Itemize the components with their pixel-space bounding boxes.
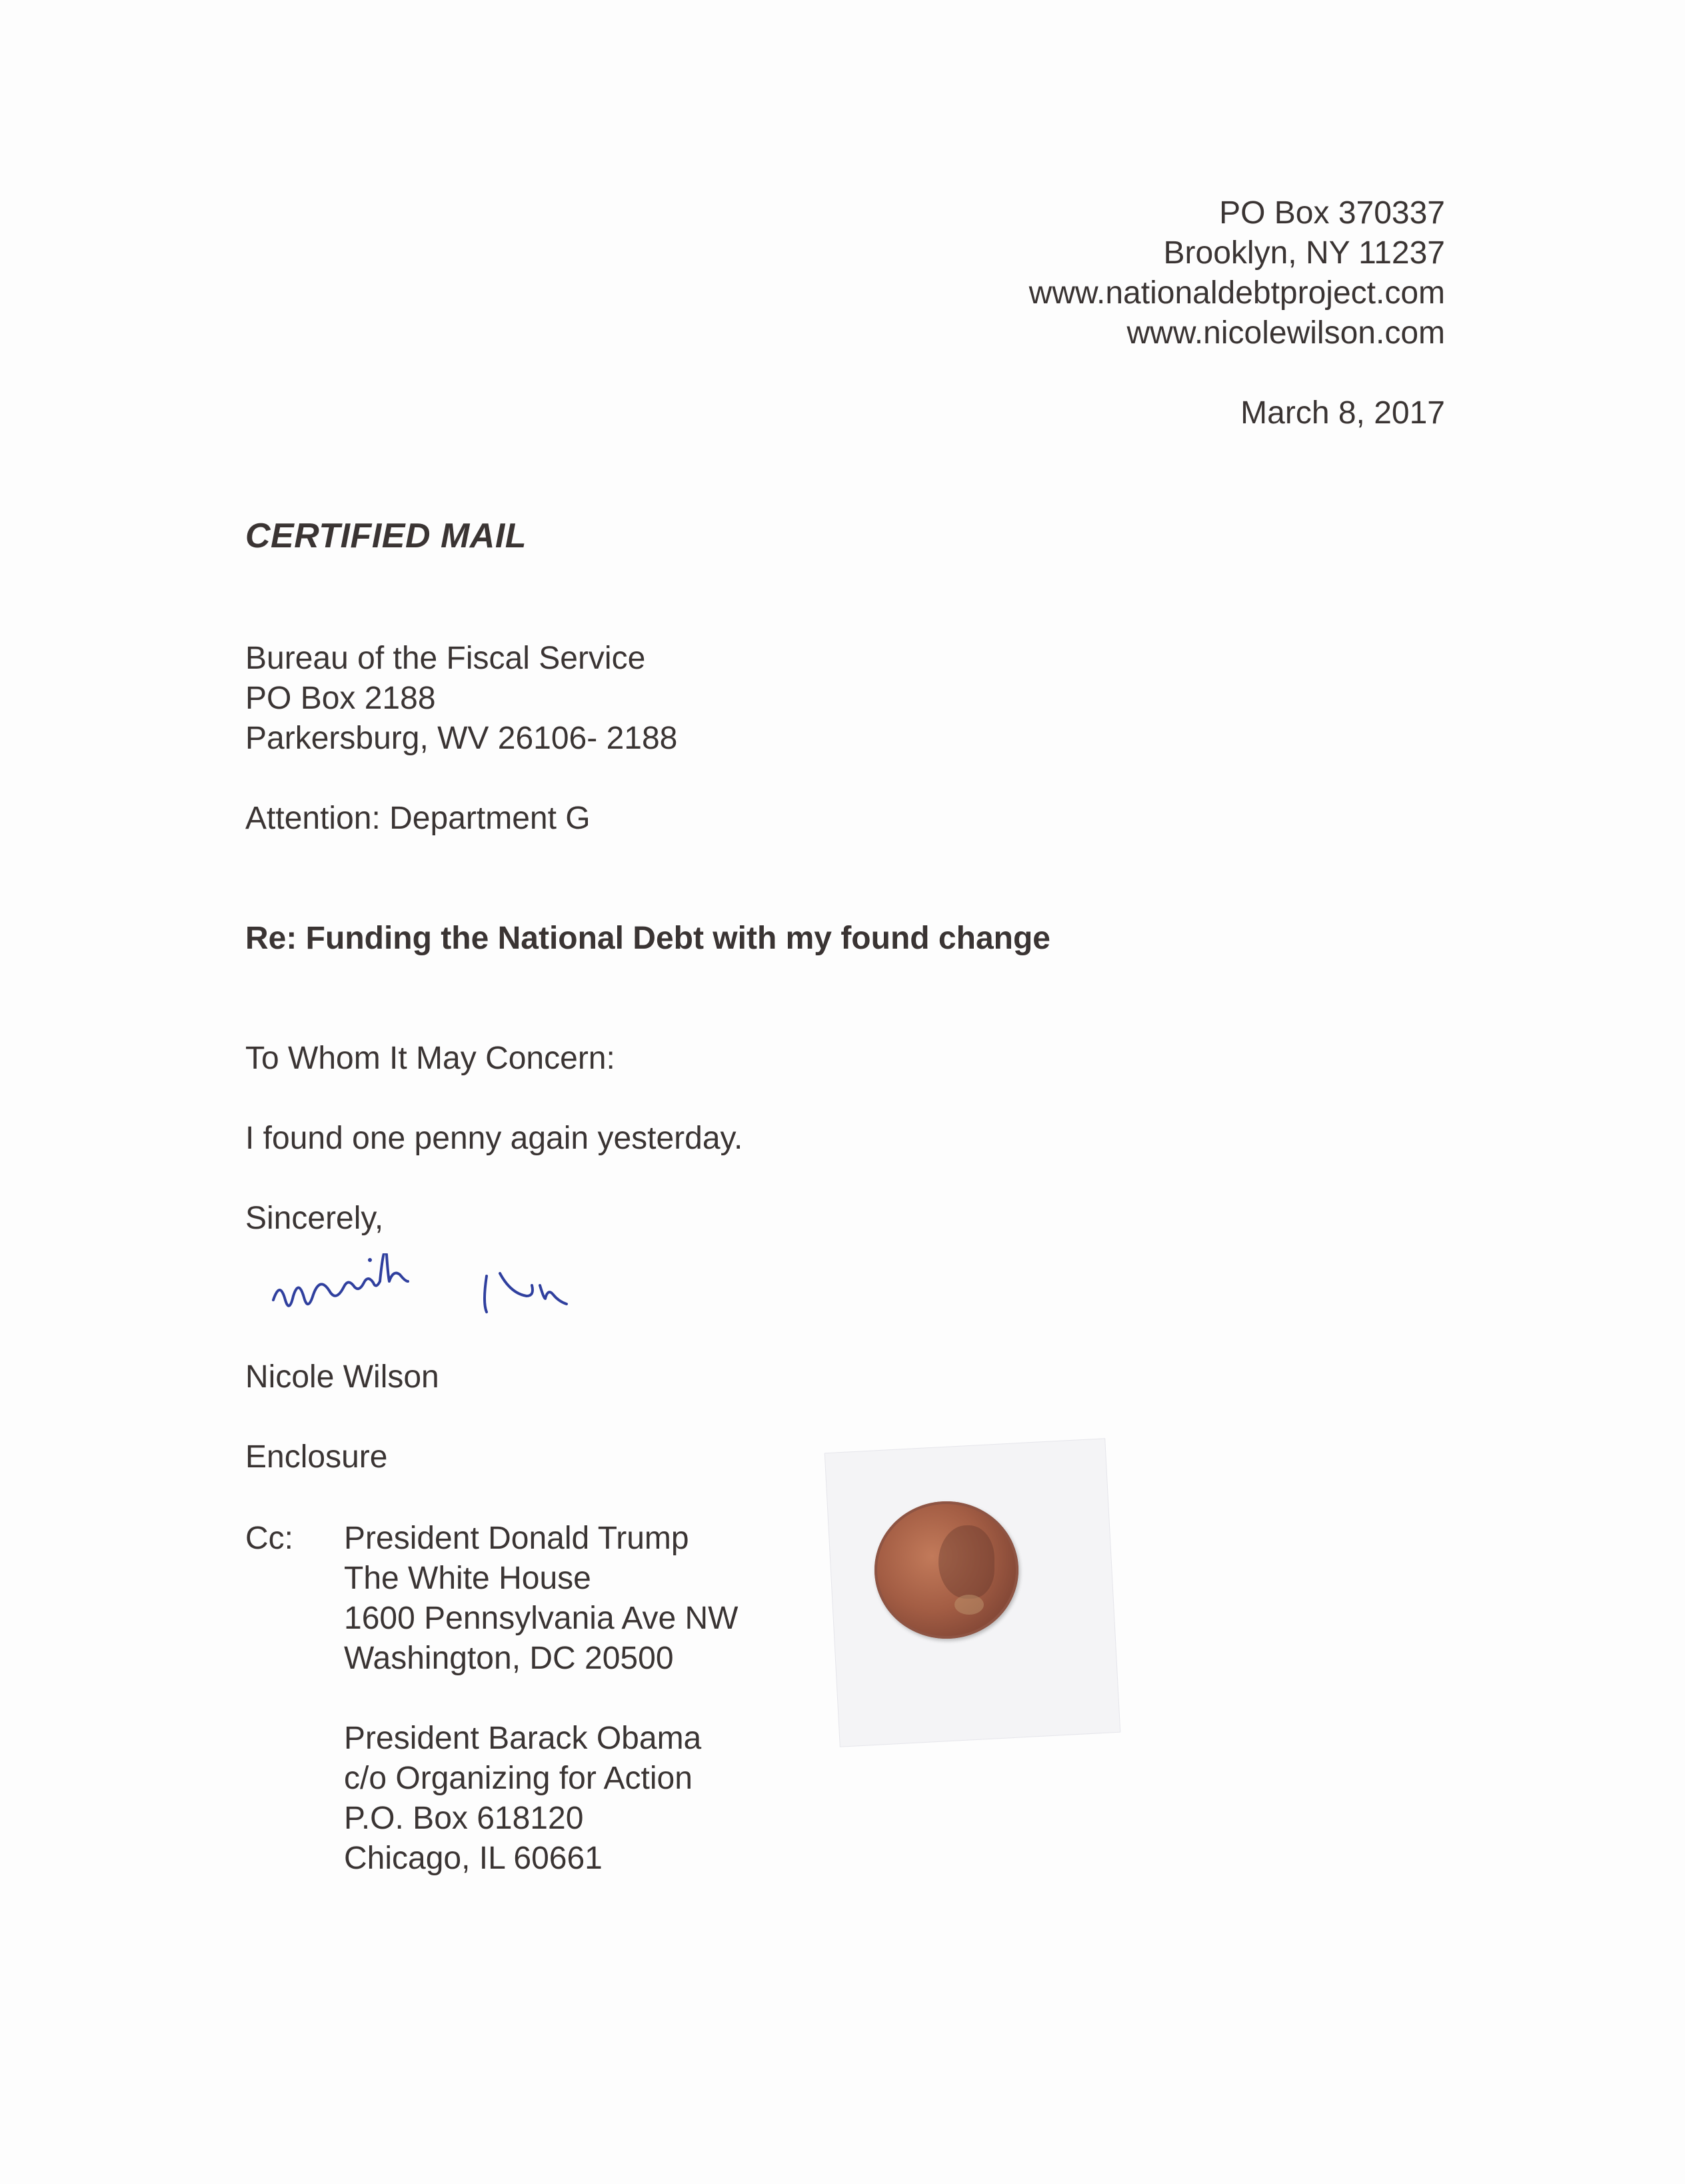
handwritten-signature [267,1253,600,1340]
sender-website-2: www.nicolewilson.com [1126,315,1445,351]
sender-address-line2: Brooklyn, NY 11237 [1163,235,1445,271]
sender-website-1: www.nationaldebtproject.com [1028,275,1445,311]
letter-date: March 8, 2017 [1240,395,1445,431]
recipient-address-line1: PO Box 2188 [245,681,436,716]
cc-recipient-name: President Barack Obama [344,1721,702,1756]
recipient-address-line2: Parkersburg, WV 26106- 2188 [245,721,678,756]
closing: Sincerely, [245,1201,384,1236]
cc-recipient-line3: 1600 Pennsylvania Ave NW [344,1601,739,1636]
subject-line: Re: Funding the National Debt with my found change [245,921,1050,956]
sender-address-line1: PO Box 370337 [1219,195,1445,231]
cc-recipient-line4: Washington, DC 20500 [344,1641,674,1676]
recipient-address-block [245,639,677,759]
sender-address-block [1029,193,1445,353]
cc-recipient-line3: P.O. Box 618120 [344,1801,584,1836]
cc-label: Cc: [245,1521,293,1556]
cc-recipient [344,1519,738,1679]
penny-coin [874,1501,1018,1639]
cc-recipient-line2: The White House [344,1561,591,1596]
letter-body: I found one penny again yesterday. [245,1121,743,1156]
penny-tarnish [954,1595,984,1615]
cc-recipient-name: President Donald Trump [344,1521,689,1556]
cc-recipient-line4: Chicago, IL 60661 [344,1841,603,1876]
cc-recipient-line2: c/o Organizing for Action [344,1761,693,1796]
enclosure-note: Enclosure [245,1439,388,1475]
mail-type-heading: CERTIFIED MAIL [245,517,527,555]
attention-line: Attention: Department G [245,801,591,836]
salutation: To Whom It May Concern: [245,1041,615,1076]
cc-recipient [344,1719,701,1879]
recipient-name: Bureau of the Fiscal Service [245,641,646,676]
signer-name: Nicole Wilson [245,1359,439,1395]
penny-portrait [938,1525,994,1599]
